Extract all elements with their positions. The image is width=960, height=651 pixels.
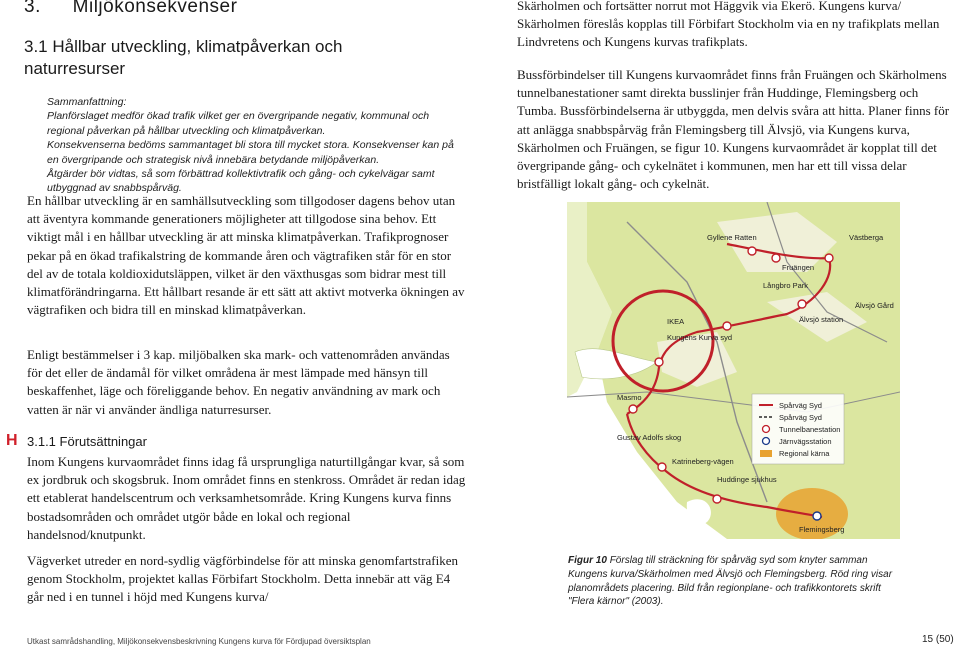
- heading-number: 3.: [24, 0, 41, 17]
- legend-label-3: Tunnelbanestation: [779, 425, 841, 434]
- station-marker: [798, 300, 806, 308]
- label-flemingsberg: Flemingsberg: [799, 525, 845, 534]
- rail-station-marker: [813, 512, 821, 520]
- paragraph-text: Vägverket utreder en nord-sydlig vägförbindelse för att minska genomfartstrafiken genom Stockholm, projektet kallas Förbifart Stockholm. Detta innebär att väg E4 går ned i en tunnel i höjd med Kungens kurva/: [27, 553, 459, 605]
- subsection-heading: 3.1.1 Förutsättningar: [27, 434, 147, 449]
- section-heading: 3.1 Hållbar utveckling, klimatpåverkan och naturresurser: [24, 37, 343, 78]
- body-paragraph-3: [27, 453, 467, 544]
- body-paragraph-4: [27, 552, 467, 607]
- station-marker: [629, 405, 637, 413]
- station-marker: [825, 254, 833, 262]
- paragraph-text: Inom Kungens kurvaområdet finns idag få ursprungliga naturtillgångar kvar, så som ex jordbruk och skogsbruk. Inom området finns en stenkross. Området är redan idag ett etablerat handelscentrum och verksamhetsområde. Kring Kungens kurva finns bostadsområden och området utgör både en lokal och regional handelsnod/knutpunkt.: [27, 454, 466, 542]
- station-marker: [658, 463, 666, 471]
- body-paragraph-1: [27, 192, 467, 319]
- summary-label: Sammanfattning:: [47, 96, 127, 108]
- legend-label-1: Spårväg Syd: [779, 401, 822, 410]
- map-legend: [752, 394, 844, 464]
- label-ikea: IKEA: [667, 317, 685, 326]
- label-kungens-kurva-syd: Kungens Kurva syd: [667, 333, 733, 342]
- figure-caption: [568, 554, 903, 609]
- summary-line-2: Konsekvenserna bedöms sammantaget bli stora till mycket stora. Konsekvenser kan på en övergripande och strategisk nivå innebära betydande miljöpåverkan.: [47, 139, 454, 166]
- legend-label-4: Järnvägsstation: [779, 437, 832, 446]
- legend-swatch-metro: [763, 426, 770, 433]
- legend-label-5: Regional kärna: [779, 449, 830, 458]
- summary-box: [47, 95, 457, 196]
- page-number: 15 (50): [922, 634, 954, 645]
- page-heading: [24, 0, 237, 18]
- label-alvsjo-gard: Älvsjö Gård: [855, 301, 894, 310]
- caption-text: Förslag till sträckning för spårväg syd som knyter samman Kungens kurva/Skärholmen med Älvsjö och Flemingsberg. Röd ring visar planområdets placering. Bild från regionplane- och trafikkontorets skrift "Flera kärnor" (2003).: [568, 555, 893, 608]
- label-gustav-adolfs-skog: Gustav Adolfs skog: [617, 433, 682, 442]
- label-alvsjo-station: Älvsjö station: [799, 315, 844, 324]
- heading-title: Miljökonsekvenser: [72, 0, 238, 17]
- label-langbro-park: Långbro Park: [763, 281, 809, 290]
- station-marker: [748, 247, 756, 255]
- summary-line-1: Planförslaget medför ökad trafik vilket ger en övergripande negativ, kommunal och regional påverkan på hållbar utveckling och klimatpåverkan.: [47, 110, 430, 137]
- caption-label: Figur 10: [568, 555, 607, 566]
- right-paragraph-2: [517, 66, 957, 193]
- station-marker: [723, 322, 731, 330]
- label-vastberga: Västberga: [849, 233, 884, 242]
- station-marker: [713, 495, 721, 503]
- h-marker: H: [6, 432, 18, 449]
- summary-line-3: Åtgärder bör vidtas, så som förbättrad kollektivtrafik och gång- och cykelvägar samt utbyggnad av snabbspårväg.: [47, 168, 435, 195]
- paragraph-text: Enligt bestämmelser i 3 kap. miljöbalken ska mark- och vattenområden användas för det eller de ändamål för vilket områdena är mest lämpade med hänsyn till beskaffenhet, läge och föreliggande behov. En negativ användning av mark och vatten är när vi använder ändliga naturresurser.: [27, 347, 450, 417]
- paragraph-text: Skärholmen och fortsätter norrut mot Häggvik via Ekerö. Kungens kurva/ Skärholmen föreslås kopplas till Förbifart Stockholm via en ny trafikplats mellan Lindvretens och Kungens kurvas trafikplats.: [517, 0, 940, 50]
- label-katrineberg: Katrineberg-vägen: [672, 457, 734, 466]
- legend-swatch-rail: [763, 438, 770, 445]
- right-paragraph-1: [517, 0, 957, 52]
- route-map: [567, 202, 900, 539]
- station-marker: [772, 254, 780, 262]
- label-masmo: Masmo: [617, 393, 642, 402]
- legend-swatch-core: [760, 450, 772, 457]
- station-marker: [655, 358, 663, 366]
- paragraph-text: Bussförbindelser till Kungens kurvaområdet finns från Fruängen och Skärholmens tunnelbanestationer samt direkta busslinjer från Huddinge, Flemingsberg och Tumba. Bussförbindelserna är utbyggda, men delvis svåra att hitta. Planer finns för att anlägga snabbspårväg från Flemingsberg till Älvsjö, via Kungens kurva, Skärholmen och Fruängen, se figur 10. Kungens kurvaområdet är kopplat till det övergripande gång- och cykelnätet i kommunen, men har ett till vissa delar bristfälligt lokalt gång- och cykelnät.: [517, 67, 950, 192]
- label-gyllene-ratten: Gyllene Ratten: [707, 233, 757, 242]
- label-huddinge-sjukhus: Huddinge sjukhus: [717, 475, 777, 484]
- paragraph-text: En hållbar utveckling är en samhällsutveckling som tillgodoser dagens behov utan att äventyra kommande generationers möjligheter att tillgodose sina behov. Ett viktigt mål i en hållbar utveckling är att minska klimatpåverkan. Trafikprognoser pekar på en ökad trafikalstring de kommande åren och vägtrafiken står för en stor del av de totala koldioxidutsläppen, vilket är den växthusgas som bidrar mest till klimatförändringarna. Ett hållbart resande är ett sätt att aktivt motverka ökningen av vägtrafiken och bidra till en minskad klimatpåverkan.: [27, 193, 465, 318]
- legend-label-2: Spårväg Syd: [779, 413, 822, 422]
- body-paragraph-2: [27, 346, 467, 419]
- page-footer: Utkast samrådshandling, Miljökonsekvensbeskrivning Kungens kurva för Fördjupad översiktsplan: [27, 637, 371, 646]
- label-fruangen: Fruängen: [782, 263, 815, 272]
